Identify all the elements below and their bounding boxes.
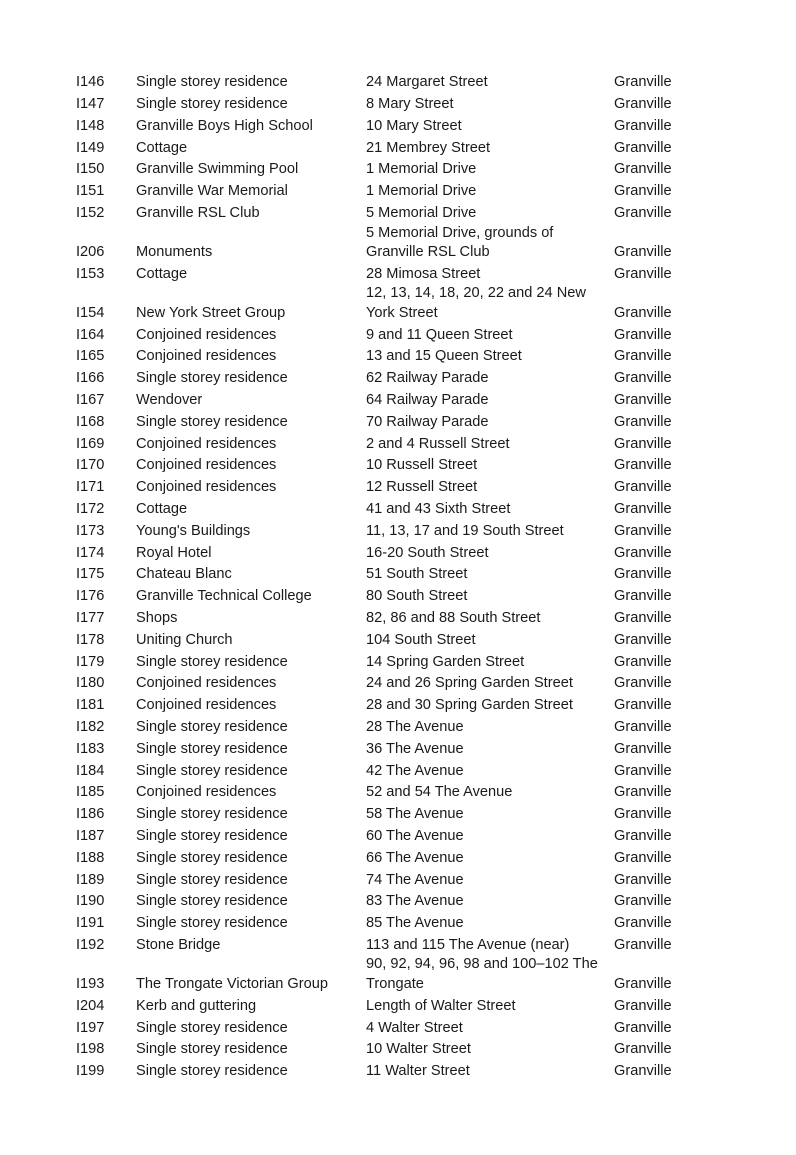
item-suburb-cell: Granville — [614, 588, 672, 605]
item-name-cell: Single storey residence — [136, 370, 288, 387]
item-suburb-cell: Granville — [614, 610, 672, 627]
item-address-cell: 24 and 26 Spring Garden Street — [366, 675, 573, 692]
item-suburb-cell: Granville — [614, 828, 672, 844]
item-id-cell: I193 — [76, 975, 105, 992]
item-suburb-cell: Granville — [614, 975, 672, 992]
item-address-cell: 12, 13, 14, 18, 20, 22 and 24 New York Street — [366, 285, 586, 321]
item-address-cell: 83 The Avenue — [366, 893, 464, 910]
item-address-cell: 11 Walter Street — [366, 1063, 470, 1080]
item-name-cell: Cottage — [136, 265, 188, 282]
table-row — [70, 71, 750, 93]
table-row — [70, 93, 750, 115]
item-id-cell: I180 — [76, 675, 105, 692]
item-suburb-cell: Granville — [614, 501, 672, 518]
table-row — [70, 202, 750, 224]
item-id-cell: I176 — [76, 588, 105, 605]
item-name-cell: Cottage — [136, 501, 188, 518]
table-row — [70, 180, 750, 202]
item-id-cell: I192 — [76, 936, 105, 953]
item-suburb-cell: Granville — [614, 936, 672, 953]
item-suburb-cell: Granville — [614, 849, 672, 866]
item-name-cell: Single storey residence — [136, 1063, 288, 1080]
item-id-cell: I169 — [76, 435, 105, 452]
item-name-cell: Conjoined residences — [136, 326, 277, 343]
item-id-cell: I154 — [76, 304, 105, 321]
item-id-cell: I182 — [76, 719, 105, 736]
item-id-cell: I153 — [76, 265, 105, 282]
item-address-cell: 82, 86 and 88 South Street — [366, 610, 541, 627]
item-id-cell: I152 — [76, 205, 105, 222]
table-row — [70, 224, 750, 263]
item-suburb-cell: Granville — [614, 544, 672, 561]
table-row — [70, 1016, 750, 1038]
item-name-cell: Single storey residence — [136, 893, 288, 910]
item-address-cell: 16-20 South Street — [366, 544, 489, 561]
item-name-cell: Single storey residence — [136, 96, 288, 113]
table-row — [70, 541, 750, 563]
item-id-cell: I168 — [76, 413, 105, 430]
item-address-cell: 52 and 54 The Avenue — [366, 784, 513, 801]
table-row — [70, 432, 750, 454]
item-name-cell: Chateau Blanc — [136, 566, 232, 583]
item-address-cell: 104 South Street — [366, 631, 476, 648]
item-suburb-cell: Granville — [614, 457, 672, 474]
item-address-cell: 70 Railway Parade — [366, 413, 489, 430]
table-row — [70, 323, 750, 345]
item-id-cell: I190 — [76, 893, 105, 910]
heritage-items-table — [70, 71, 750, 1082]
item-address-cell: 13 and 15 Queen Street — [366, 348, 522, 365]
item-id-cell: I184 — [76, 762, 105, 779]
item-suburb-cell: Granville — [614, 370, 672, 387]
item-suburb-cell: Granville — [614, 205, 672, 222]
table-row — [70, 759, 750, 781]
item-name-cell: Single storey residence — [136, 413, 288, 430]
item-address-cell: 74 The Avenue — [366, 871, 464, 888]
item-address-cell: 11, 13, 17 and 19 South Street — [366, 522, 564, 539]
item-id-cell: I191 — [76, 915, 105, 932]
item-name-cell: Conjoined residences — [136, 784, 277, 801]
item-id-cell: I172 — [76, 501, 105, 518]
item-name-cell: Granville RSL Club — [136, 205, 260, 222]
item-suburb-cell: Granville — [614, 915, 672, 932]
item-id-cell: I206 — [76, 244, 105, 261]
item-name-cell: Granville Swimming Pool — [136, 161, 299, 178]
item-name-cell: Single storey residence — [136, 828, 288, 844]
item-suburb-cell: Granville — [614, 392, 672, 409]
item-id-cell: I146 — [76, 74, 105, 91]
item-address-cell: 2 and 4 Russell Street — [366, 435, 510, 452]
item-id-cell: I197 — [76, 1019, 105, 1036]
item-name-cell: Granville Technical College — [136, 588, 312, 605]
item-name-cell: Single storey residence — [136, 740, 288, 757]
item-name-cell: Conjoined residences — [136, 457, 277, 474]
item-name-cell: Conjoined residences — [136, 697, 277, 714]
table-row — [70, 868, 750, 890]
item-suburb-cell: Granville — [614, 675, 672, 692]
table-row — [70, 284, 750, 323]
item-suburb-cell: Granville — [614, 740, 672, 757]
item-suburb-cell: Granville — [614, 161, 672, 178]
item-id-cell: I170 — [76, 457, 105, 474]
table-row — [70, 411, 750, 433]
table-row — [70, 716, 750, 738]
item-address-cell: 10 Walter Street — [366, 1041, 471, 1058]
item-id-cell: I183 — [76, 740, 105, 757]
item-name-cell: Conjoined residences — [136, 435, 277, 452]
item-name-cell: Single storey residence — [136, 871, 288, 888]
item-name-cell: Conjoined residences — [136, 675, 277, 692]
item-id-cell: I186 — [76, 806, 105, 823]
item-address-cell: 5 Memorial Drive — [366, 205, 477, 222]
item-suburb-cell: Granville — [614, 96, 672, 113]
item-id-cell: I177 — [76, 610, 105, 627]
item-id-cell: I165 — [76, 348, 105, 365]
item-address-cell: 12 Russell Street — [366, 479, 478, 496]
item-id-cell: I149 — [76, 139, 105, 156]
table-row — [70, 912, 750, 934]
item-name-cell: The Trongate Victorian Group — [136, 975, 328, 992]
item-name-cell: Uniting Church — [136, 631, 233, 648]
item-suburb-cell: Granville — [614, 1019, 672, 1036]
item-suburb-cell: Granville — [614, 479, 672, 496]
item-name-cell: Single storey residence — [136, 653, 288, 670]
item-address-cell: 10 Russell Street — [366, 457, 478, 474]
table-row — [70, 650, 750, 672]
item-address-cell: 51 South Street — [366, 566, 468, 583]
item-id-cell: I187 — [76, 828, 105, 844]
table-row — [70, 563, 750, 585]
item-suburb-cell: Granville — [614, 522, 672, 539]
table-row — [70, 498, 750, 520]
item-address-cell: 90, 92, 94, 96, 98 and 100–102 The Trongate — [366, 956, 598, 992]
item-suburb-cell: Granville — [614, 1041, 672, 1058]
item-address-cell: 64 Railway Parade — [366, 392, 489, 409]
table-row — [70, 367, 750, 389]
item-address-cell: 113 and 115 The Avenue (near) — [366, 936, 570, 953]
item-address-cell: 41 and 43 Sixth Street — [366, 501, 511, 518]
table-row — [70, 520, 750, 542]
item-name-cell: Kerb and guttering — [136, 997, 257, 1014]
item-suburb-cell: Granville — [614, 566, 672, 583]
table-row — [70, 629, 750, 651]
table-row — [70, 672, 750, 694]
table-row — [70, 825, 750, 847]
item-address-cell: 62 Railway Parade — [366, 370, 489, 387]
item-suburb-cell: Granville — [614, 697, 672, 714]
item-name-cell: Royal Hotel — [136, 544, 212, 561]
item-suburb-cell: Granville — [614, 139, 672, 156]
item-id-cell: I171 — [76, 479, 105, 496]
item-name-cell: Conjoined residences — [136, 479, 277, 496]
item-suburb-cell: Granville — [614, 244, 672, 261]
item-name-cell: Single storey residence — [136, 1019, 288, 1036]
item-name-cell: Stone Bridge — [136, 936, 221, 953]
table-row — [70, 955, 750, 994]
table-row — [70, 994, 750, 1016]
item-address-cell: 85 The Avenue — [366, 915, 464, 932]
item-suburb-cell: Granville — [614, 653, 672, 670]
item-suburb-cell: Granville — [614, 719, 672, 736]
item-suburb-cell: Granville — [614, 997, 672, 1014]
item-name-cell: New York Street Group — [136, 304, 286, 321]
item-suburb-cell: Granville — [614, 74, 672, 91]
item-suburb-cell: Granville — [614, 806, 672, 823]
table-row — [70, 1038, 750, 1060]
table-row — [70, 585, 750, 607]
item-address-cell: 36 The Avenue — [366, 740, 464, 757]
item-name-cell: Young's Buildings — [136, 522, 251, 539]
table-row — [70, 136, 750, 158]
item-address-cell: 24 Margaret Street — [366, 74, 488, 91]
table-row — [70, 847, 750, 869]
item-name-cell: Single storey residence — [136, 74, 288, 91]
item-suburb-cell: Granville — [614, 871, 672, 888]
table-row — [70, 115, 750, 137]
table-row — [70, 158, 750, 180]
item-address-cell: 28 Mimosa Street — [366, 265, 481, 282]
table-row — [70, 890, 750, 912]
item-address-cell: 42 The Avenue — [366, 762, 464, 779]
item-address-cell: 21 Membrey Street — [366, 139, 491, 156]
item-address-cell: 9 and 11 Queen Street — [366, 326, 513, 343]
item-name-cell: Single storey residence — [136, 915, 288, 932]
item-name-cell: Wendover — [136, 392, 203, 409]
item-address-cell: 80 South Street — [366, 588, 468, 605]
table-row — [70, 1060, 750, 1082]
item-id-cell: I178 — [76, 631, 105, 648]
item-id-cell: I175 — [76, 566, 105, 583]
item-suburb-cell: Granville — [614, 1063, 672, 1080]
item-address-cell: 10 Mary Street — [366, 117, 462, 134]
item-suburb-cell: Granville — [614, 784, 672, 801]
item-id-cell: I181 — [76, 697, 105, 714]
item-suburb-cell: Granville — [614, 348, 672, 365]
item-address-cell: 1 Memorial Drive — [366, 161, 477, 178]
item-suburb-cell: Granville — [614, 435, 672, 452]
item-id-cell: I185 — [76, 784, 105, 801]
item-name-cell: Conjoined residences — [136, 348, 277, 365]
item-name-cell: Single storey residence — [136, 762, 288, 779]
item-name-cell: Shops — [136, 610, 178, 627]
item-id-cell: I166 — [76, 370, 105, 387]
item-name-cell: Single storey residence — [136, 806, 288, 823]
item-address-cell: Length of Walter Street — [366, 997, 516, 1014]
item-name-cell: Monuments — [136, 244, 213, 261]
item-address-cell: 66 The Avenue — [366, 849, 464, 866]
item-suburb-cell: Granville — [614, 413, 672, 430]
item-suburb-cell: Granville — [614, 183, 672, 200]
item-id-cell: I151 — [76, 183, 105, 200]
table-row — [70, 738, 750, 760]
item-id-cell: I198 — [76, 1041, 105, 1058]
item-id-cell: I173 — [76, 522, 105, 539]
item-id-cell: I147 — [76, 96, 105, 113]
item-address-cell: 1 Memorial Drive — [366, 183, 477, 200]
table-row — [70, 345, 750, 367]
table-row — [70, 263, 750, 285]
item-name-cell: Granville War Memorial — [136, 183, 288, 200]
table-body — [70, 71, 750, 1082]
item-name-cell: Single storey residence — [136, 1041, 288, 1058]
item-suburb-cell: Granville — [614, 762, 672, 779]
item-id-cell: I164 — [76, 326, 105, 343]
table-row — [70, 803, 750, 825]
item-id-cell: I179 — [76, 653, 105, 670]
item-id-cell: I174 — [76, 544, 105, 561]
item-address-cell: 4 Walter Street — [366, 1019, 463, 1036]
table-row — [70, 694, 750, 716]
item-id-cell: I188 — [76, 849, 105, 866]
item-name-cell: Granville Boys High School — [136, 117, 313, 134]
table-row — [70, 476, 750, 498]
item-suburb-cell: Granville — [614, 631, 672, 648]
item-id-cell: I189 — [76, 871, 105, 888]
item-name-cell: Single storey residence — [136, 719, 288, 736]
item-address-cell: 5 Memorial Drive, grounds of Granville RSL Club — [366, 224, 554, 261]
table-row — [70, 781, 750, 803]
item-name-cell: Single storey residence — [136, 849, 288, 866]
item-address-cell: 58 The Avenue — [366, 806, 464, 823]
item-name-cell: Cottage — [136, 139, 188, 156]
item-id-cell: I199 — [76, 1063, 105, 1080]
table-row — [70, 934, 750, 956]
table-row — [70, 454, 750, 476]
item-suburb-cell: Granville — [614, 265, 672, 282]
item-suburb-cell: Granville — [614, 893, 672, 910]
item-suburb-cell: Granville — [614, 117, 672, 134]
table-row — [70, 607, 750, 629]
item-address-cell: 28 The Avenue — [366, 719, 464, 736]
item-id-cell: I204 — [76, 997, 105, 1014]
item-address-cell: 8 Mary Street — [366, 96, 454, 113]
table-row — [70, 389, 750, 411]
item-suburb-cell: Granville — [614, 304, 672, 321]
item-id-cell: I150 — [76, 161, 105, 178]
item-address-cell: 60 The Avenue — [366, 828, 464, 844]
item-id-cell: I167 — [76, 392, 105, 409]
item-id-cell: I148 — [76, 117, 105, 134]
item-suburb-cell: Granville — [614, 326, 672, 343]
item-address-cell: 28 and 30 Spring Garden Street — [366, 697, 573, 714]
item-address-cell: 14 Spring Garden Street — [366, 653, 525, 670]
